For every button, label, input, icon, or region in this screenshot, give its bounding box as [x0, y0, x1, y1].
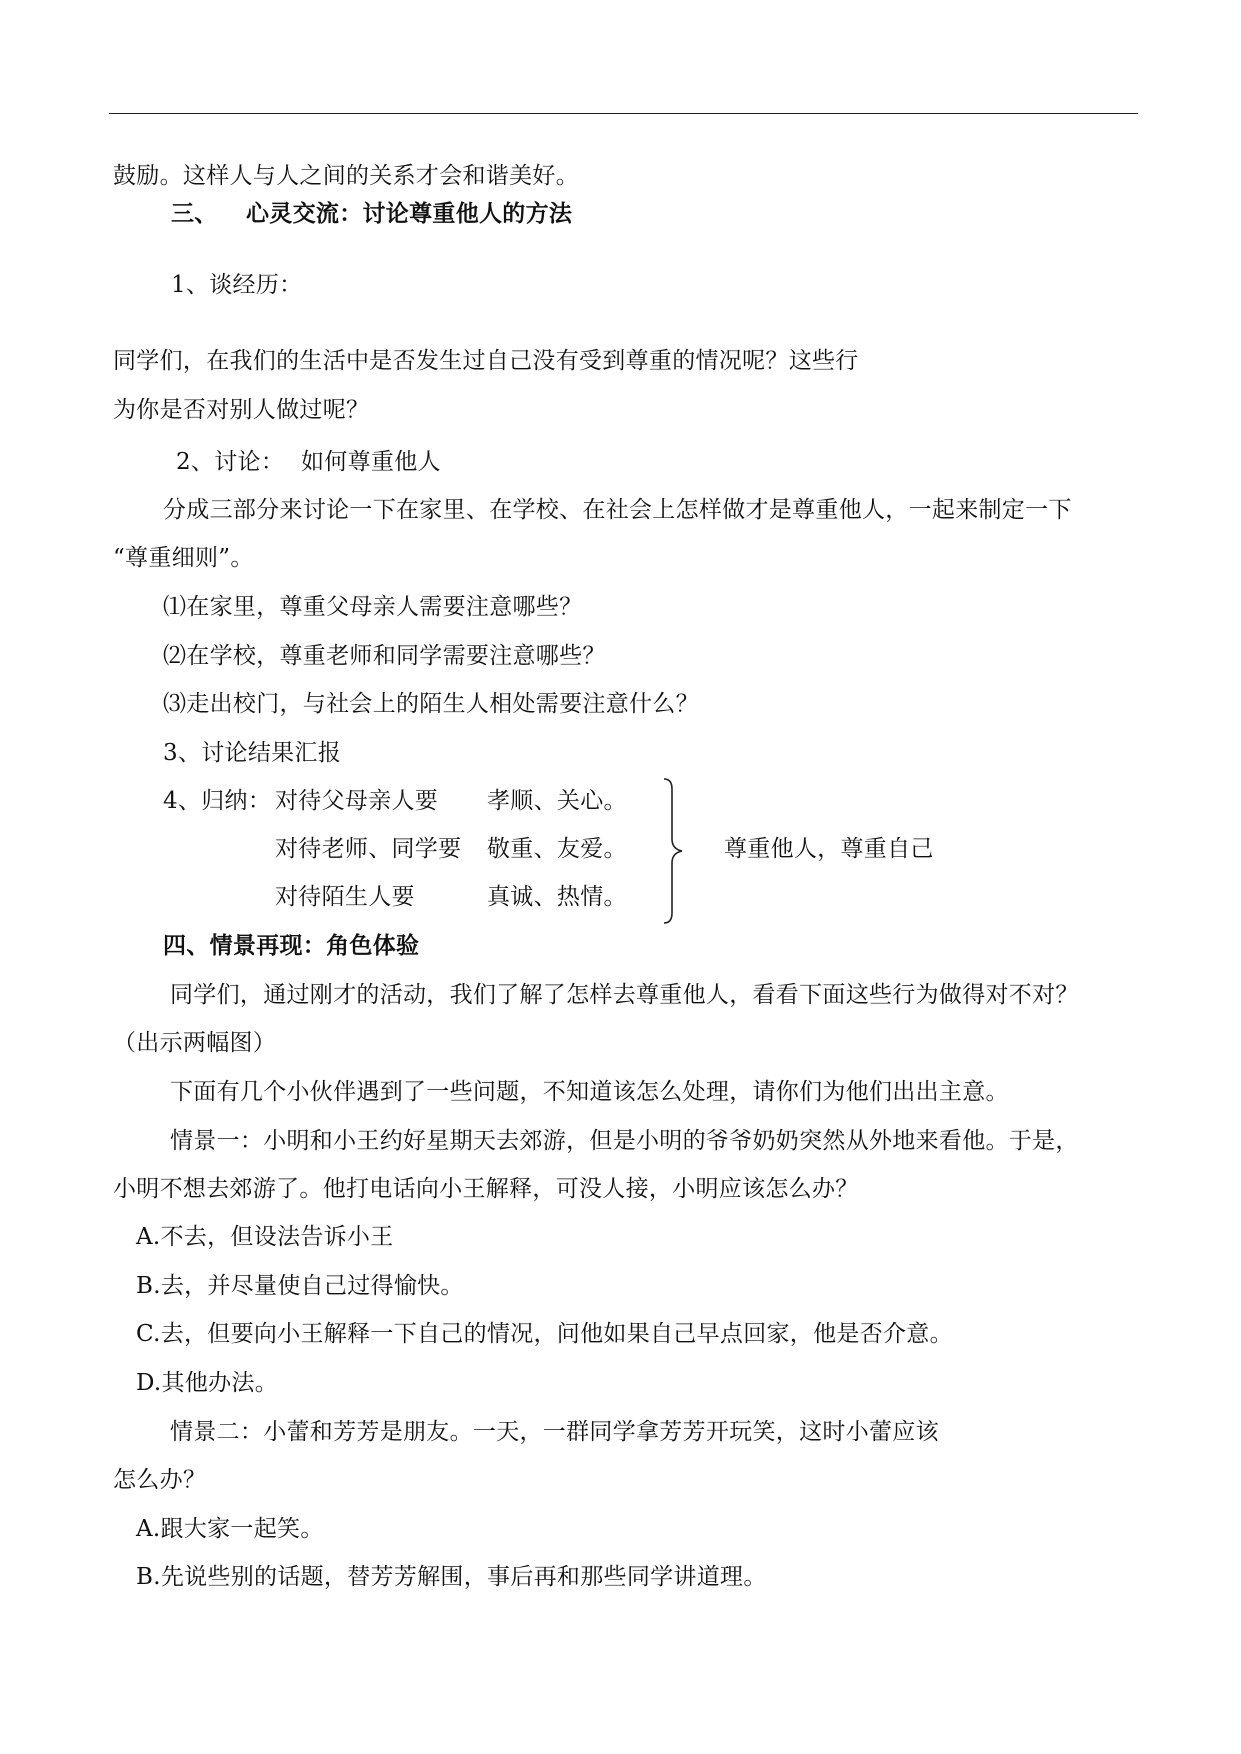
paragraph-line: 分成三部分来讨论一下在家里、在学校、在社会上怎样做才是尊重他人，一起来制定一下 [163, 497, 1072, 523]
paragraph-line: 同学们，在我们的生活中是否发生过自己没有受到尊重的情况呢？这些行 [113, 348, 859, 374]
paragraph-line: 同学们，通过刚才的活动，我们了解了怎样去尊重他人，看看下面这些行为做得对不对？ [170, 982, 1079, 1008]
paragraph-line: 下面有几个小伙伴遇到了一些问题，不知道该怎么处理，请你们为他们出出主意。 [170, 1079, 1009, 1105]
option-item: A.不去，但设法告诉小王 [136, 1224, 394, 1250]
subheading: 3、讨论结果汇报 [163, 740, 342, 766]
paragraph-line: “尊重细则”。 [113, 545, 254, 571]
section-heading: 四、情景再现：角色体验 [163, 932, 420, 959]
list-item: ⑵在学校，尊重老师和同学需要注意哪些？ [163, 643, 606, 669]
summary-item-label: 对待父母亲人要 [275, 788, 439, 814]
header-rule [109, 113, 1138, 114]
subheading-topic: 如何尊重他人 [301, 449, 441, 475]
summary-item-label: 对待陌生人要 [275, 884, 415, 910]
summary-item-value: 真诚、热情。 [487, 884, 627, 910]
option-item: B.先说些别的话题，替芳芳解围，事后再和那些同学讲道理。 [136, 1564, 767, 1590]
subheading: 4、归纳： [163, 788, 272, 814]
paragraph-line: 小明不想去郊游了。他打电话向小王解释，可没人接，小明应该怎么办？ [113, 1176, 859, 1202]
subheading: 2、讨论： [176, 449, 285, 475]
summary-conclusion: 尊重他人，尊重自己 [724, 836, 934, 862]
option-item: B.去，并尽量使自己过得愉快。 [136, 1273, 464, 1299]
summary-item-value: 孝顺、关心。 [487, 788, 627, 814]
section-number: 三、 [171, 200, 218, 227]
list-item: ⑶走出校门，与社会上的陌生人相处需要注意什么？ [163, 691, 699, 717]
paragraph-line: 鼓励。这样人与人之间的关系才会和谐美好。 [113, 163, 579, 189]
paragraph-line: 为你是否对别人做过呢？ [113, 397, 370, 423]
paragraph-line: 情景二：小蕾和芳芳是朋友。一天，一群同学拿芳芳开玩笑，这时小蕾应该 [170, 1419, 939, 1445]
option-item: A.跟大家一起笑。 [136, 1516, 324, 1542]
option-item: D.其他办法。 [136, 1370, 279, 1396]
option-item: C.去，但要向小王解释一下自己的情况，问他如果自己早点回家，他是否介意。 [136, 1321, 953, 1347]
summary-item-label: 对待老师、同学要 [275, 836, 462, 862]
summary-item-value: 敬重、友爱。 [487, 836, 627, 862]
paragraph-line: 情景一：小明和小王约好星期天去郊游，但是小明的爷爷奶奶突然从外地来看他。于是， [170, 1128, 1079, 1154]
right-brace [660, 777, 686, 925]
paragraph-line: （出示两幅图） [113, 1030, 277, 1056]
list-item: ⑴在家里，尊重父母亲人需要注意哪些？ [163, 594, 583, 620]
section-heading: 心灵交流：讨论尊重他人的方法 [246, 200, 573, 227]
paragraph-line: 怎么办？ [113, 1467, 207, 1493]
subheading: 1、谈经历： [171, 272, 303, 298]
